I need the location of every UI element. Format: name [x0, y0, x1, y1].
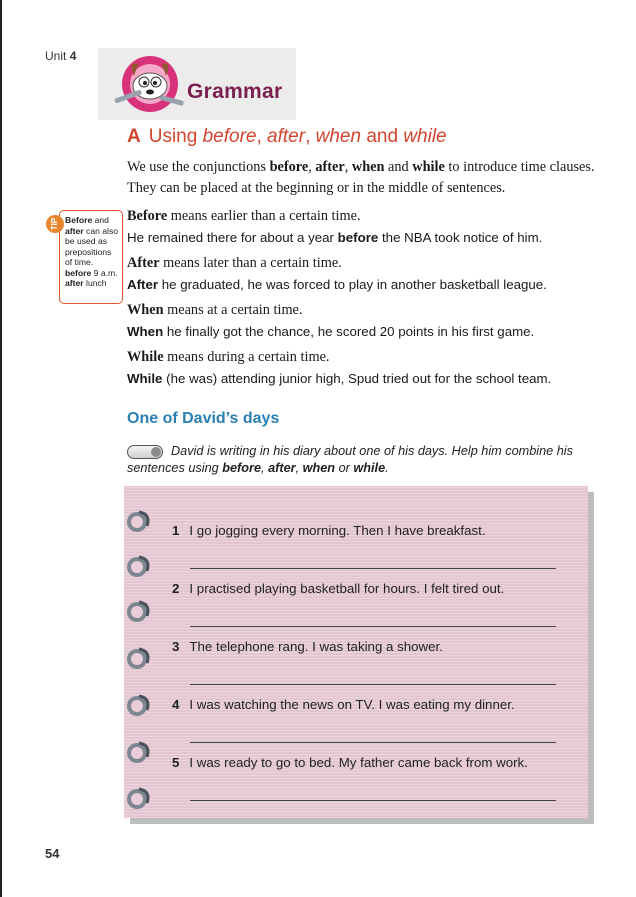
page-number: 54 [45, 846, 60, 861]
notebook-ring-icon [125, 785, 151, 811]
notebook-ring-icon [125, 645, 151, 671]
banner-title: Grammar [187, 80, 283, 103]
mascot-icon [108, 50, 192, 116]
exercise-item: 5 I was ready to go to bed. My father came back from work. [172, 755, 528, 770]
tip-icon: TIP [46, 215, 64, 233]
notebook-ring-icon [125, 739, 151, 765]
answer-line[interactable] [190, 742, 556, 743]
notebook-ring-icon [125, 553, 151, 579]
notebook-ring-icon [125, 508, 151, 534]
exercise-item: 3 The telephone rang. I was taking a shower. [172, 639, 443, 654]
rule-when: When means at a certain time. When he finally got the chance, he scored 20 points in his first game. [127, 302, 535, 339]
notebook-ring-icon [125, 692, 151, 718]
instruction-text: David is writing in his diary about one of his days. Help him combine his sentences using before, after, when or while. [127, 444, 573, 475]
intro-paragraph: We use the conjunctions before, after, when and while to introduce time clauses. They can be placed at the beginning or in the middle of sentences. [127, 159, 595, 196]
answer-line[interactable] [190, 800, 556, 801]
section-heading: A Using before, after, when and while [127, 126, 447, 147]
exercise-item: 4 I was watching the news on TV. I was eating my dinner. [172, 697, 515, 712]
rule-after: After means later than a certain time. After he graduated, he was forced to play in another basketball league. [127, 255, 547, 292]
answer-line[interactable] [190, 684, 556, 685]
subheading: One of David’s days [127, 410, 280, 427]
notebook-ring-icon [125, 598, 151, 624]
unit-label: Unit 4 [45, 49, 77, 63]
answer-line[interactable] [190, 568, 556, 569]
page-border [0, 0, 2, 897]
answer-line[interactable] [190, 626, 556, 627]
exercise-item: 2 I practised playing basketball for hours. I felt tired out. [172, 581, 505, 596]
exercise-item: 1 I go jogging every morning. Then I have breakfast. [172, 523, 486, 538]
rule-before: Before means earlier than a certain time. He remained there for about a year before the NBA took notice of him. [127, 208, 543, 245]
tip-text: Before and after can also be used as prepositions of time. before 9 a.m. after lunch [65, 215, 119, 288]
rule-while: While means during a certain time. While (he was) attending junior high, Spud tried out for the school team. [127, 349, 552, 386]
